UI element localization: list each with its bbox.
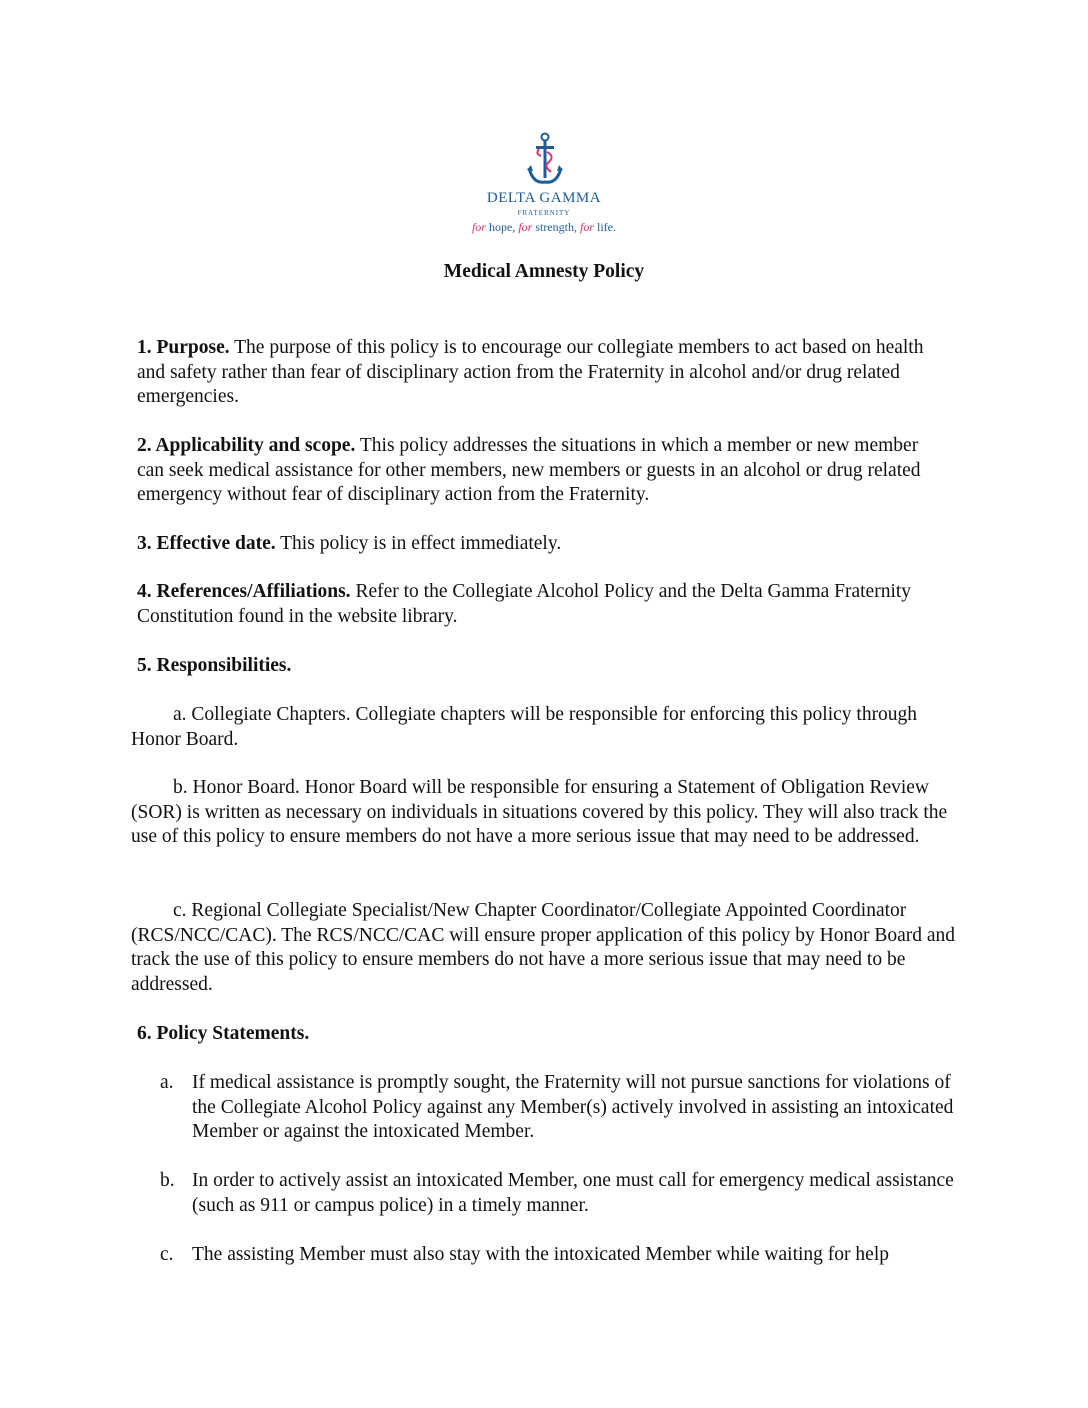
section-heading: 3. Effective date. (137, 533, 276, 554)
logo-name: DELTA GAMMA (486, 190, 602, 206)
section-heading: 5. Responsibilities. (137, 655, 292, 676)
responsibility-item: b. Honor Board. Honor Board will be responsible for ensuring a Statement of Obligation Review (SOR) is written as necessary on individuals in situations covered by this policy. They will also track the use of this policy to ensure members do not have a more serious issue that may need to be addressed. (131, 777, 948, 847)
list-marker: a. (160, 1072, 174, 1093)
section-text: This policy is in effect immediately. (275, 533, 562, 554)
section-heading: 2. Applicability and scope. (137, 435, 356, 456)
anchor-icon (525, 132, 565, 188)
section-purpose (137, 336, 937, 410)
section-text: Refer to the Collegiate Alcohol Policy and the Delta Gamma Fraternity Constitution found in the website library. (137, 581, 912, 627)
page-title: Medical Amnesty Policy (443, 261, 645, 282)
list-item-text: The assisting Member must also stay with the intoxicated Member while waiting for help (192, 1244, 889, 1265)
section-text: This policy addresses the situations in which a member or new member can seek medical assistance for other members, new members or guests in an alcohol or drug related emergency without fear of disciplinary action from the Fraternity. (137, 435, 921, 505)
section-text: The purpose of this policy is to encourage our collegiate members to act based on health and safety rather than fear of disciplinary action from the Fraternity in alcohol and/or drug related emergencies. (137, 337, 924, 407)
logo-subtitle: FRATERNITY (517, 209, 571, 217)
section-heading: 1. Purpose. (137, 337, 230, 358)
section-policy-statements (137, 1022, 947, 1047)
section-heading: 6. Policy Statements. (137, 1023, 310, 1044)
list-item-text: If medical assistance is promptly sought, the Fraternity will not pursue sanctions for violations of the Collegiate Alcohol Policy against any Member(s) actively involved in assisting an intoxicated Member or against the intoxicated Member. (192, 1072, 954, 1142)
section-responsibilities (137, 654, 947, 679)
responsibility-item: c. Regional Collegiate Specialist/New Chapter Coordinator/Collegiate Appointed Coordinator (RCS/NCC/CAC). The RCS/NCC/CAC will ensure proper application of this policy by Honor Board and track the use of this policy to ensure members do not have a more serious issue that may need to be addressed. (131, 900, 956, 995)
responsibility-item: a. Collegiate Chapters. Collegiate chapters will be responsible for enforcing this policy through Honor Board. (131, 704, 918, 750)
section-heading: 4. References/Affiliations. (137, 581, 351, 602)
section-effective-date (137, 532, 947, 557)
section-applicability (137, 434, 947, 508)
delta-gamma-logo (0, 132, 1088, 242)
list-marker: c. (160, 1244, 174, 1265)
list-item-text: In order to actively assist an intoxicated Member, one must call for emergency medical assistance (such as 911 or campus police) in a timely manner. (192, 1170, 954, 1216)
logo-tagline: for hope, for strength, for life. (471, 220, 617, 234)
section-references (137, 580, 947, 629)
list-marker: b. (160, 1170, 175, 1191)
